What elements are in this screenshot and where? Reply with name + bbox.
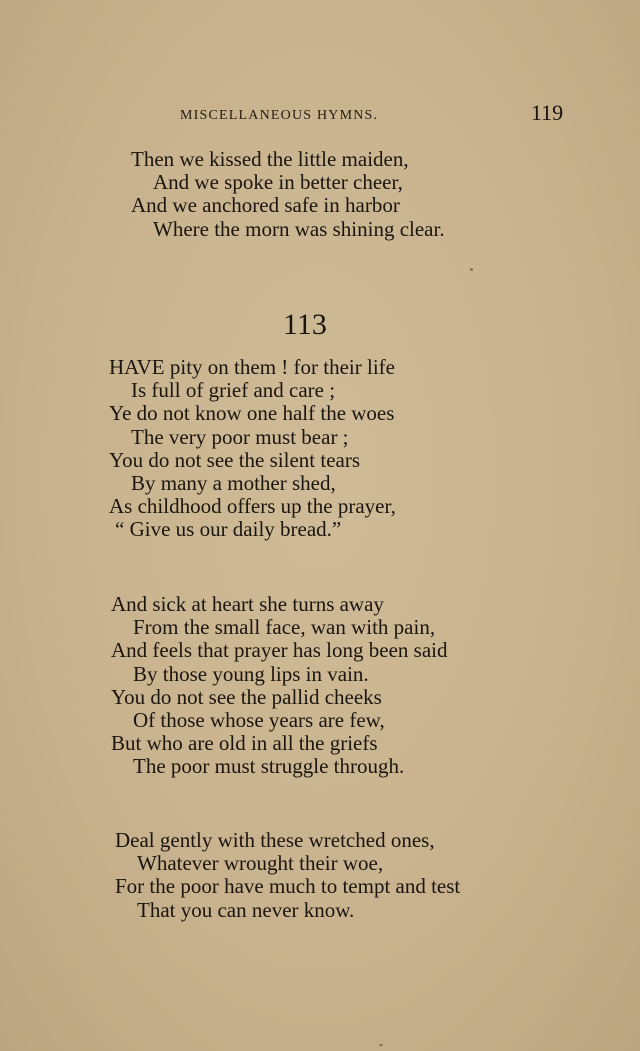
verse-line: Where the morn was shining clear. xyxy=(153,216,445,241)
hymn-number: 113 xyxy=(283,308,327,341)
verse-line: And we anchored safe in harbor xyxy=(131,193,400,218)
verse-line: You do not see the silent tears xyxy=(109,447,361,472)
verse-line: From the small face, wan with pain, xyxy=(133,615,436,640)
verse-line: Then we kissed the little maiden, xyxy=(131,147,409,171)
hymn-stanza-2 xyxy=(111,593,447,779)
hymn-stanza-3 xyxy=(115,829,460,922)
verse-line: Of those whose years are few, xyxy=(133,708,385,733)
verse-line: Is full of grief and care ; xyxy=(131,378,336,403)
previous-hymn-stanza xyxy=(131,148,445,241)
paper-speck xyxy=(379,1044,383,1046)
verse-line: “ Give us our daily bread.” xyxy=(115,517,342,542)
verse-line: Deal gently with these wretched ones, xyxy=(115,828,435,852)
verse-line: And we spoke in better cheer, xyxy=(153,170,403,195)
verse-line: By those young lips in vain. xyxy=(133,661,369,686)
hymn-stanza-1 xyxy=(109,356,396,542)
verse-line: The poor must struggle through. xyxy=(133,754,405,779)
verse-line: By many a mother shed, xyxy=(131,471,336,496)
running-title: MISCELLANEOUS HYMNS. xyxy=(180,108,379,123)
page-number: 119 xyxy=(531,100,564,125)
paper-speck xyxy=(470,268,473,271)
verse-line: You do not see the pallid cheeks xyxy=(111,684,382,709)
verse-line: The very poor must bear ; xyxy=(131,424,349,449)
verse-line: And feels that prayer has long been said xyxy=(111,638,448,663)
verse-line: And sick at heart she turns away xyxy=(111,592,384,616)
verse-line: As childhood offers up the prayer, xyxy=(109,494,396,519)
verse-line: That you can never know. xyxy=(137,897,355,922)
verse-line: For the poor have much to tempt and test xyxy=(115,874,461,899)
verse-line: HAVE pity on them ! for their life xyxy=(109,355,395,379)
verse-line: Whatever wrought their woe, xyxy=(137,851,384,876)
verse-line: But who are old in all the griefs xyxy=(111,731,378,756)
verse-line: Ye do not know one half the woes xyxy=(109,401,395,426)
